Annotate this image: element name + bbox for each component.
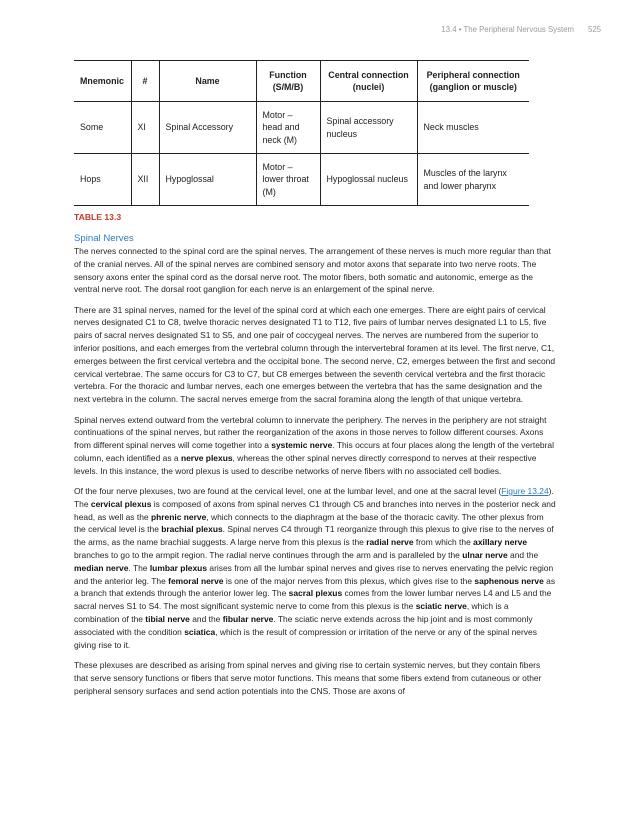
term-nerve-plexus: nerve plexus	[180, 452, 233, 463]
text-run: Of the four nerve plexuses, two are found at the cervical level, one at the lumbar level, and one at the sacral level (	[74, 486, 502, 497]
cell-peripheral-connection: Neck muscles	[417, 102, 529, 154]
cell-function: Motor – head and neck (M)	[256, 102, 320, 154]
text-run: , which connects to the diaphragm at the base of the thoracic cavity. The other plexus from the cervical level is the	[74, 511, 544, 535]
text-run: . Spinal nerves C4 through T1 reorganize through this plexus to give rise to the nerves of the arms, as the name brachial suggests. A large nerve from this plexus is the	[74, 524, 554, 548]
term-tibial-nerve: tibial nerve	[145, 614, 190, 625]
term-phrenic-nerve: phrenic nerve	[150, 511, 207, 522]
paragraph-2: There are 31 spinal nerves, named for the level of the spinal cord at which each one emerges. There are eight pairs of cervical nerves designated C1 to C8, twelve thoracic nerves designated T1 to T12, five pairs of lumbar nerves designated L1 to L5, five pairs of sacral nerves designated S1 to S5, and one pair of coccygeal nerves. The nerves are numbered from the superior to inferior positions, and each emerges from the vertebral column through the intervertebral foramen at its level. The first nerve, C1, emerges between the first cervical vertebra and the occipital bone. The second nerve, C2, emerges between the first and second cervical vertebrae. The same occurs for C3 to C7, but C8 emerges between the seventh cervical vertebra and the first thoracic vertebra. For the thoracic and lumbar nerves, each one emerges between the vertebra that has the same designation and the next vertebra in the column. The sacral nerves emerge from the sacral foramina along the length of that unique vertebra.	[74, 304, 556, 405]
text-run: . The sciatic nerve extends across the hip joint and is most commonly associated with the condition	[74, 614, 533, 637]
text-run: from which the	[413, 537, 474, 548]
paragraph-3	[74, 414, 556, 478]
text-run: arises from all the lumbar spinal nerves and gives rise to nerves enervating the pelvic region and the anterior leg. The	[74, 562, 554, 586]
text-run: Spinal nerves extend outward from the vertebral column to innervate the periphery. The nerves in the periphery are not straight continuations of the spinal nerves, but rather the reorganization of the axons in those nerves to follow different courses. Axons from different spinal nerves will come together into a	[74, 414, 547, 451]
header-mnemonic: Mnemonic	[74, 61, 131, 102]
term-femoral-nerve: femoral nerve	[168, 575, 224, 586]
text-run: . The	[128, 562, 150, 573]
term-sacral-plexus: sacral plexus	[288, 588, 343, 599]
cell-name: Hypoglossal	[159, 154, 256, 206]
term-sciatic-nerve: sciatic nerve	[415, 601, 467, 612]
text-run: is composed of axons from spinal nerves C1 through C5 and branches into nerves in the posterior neck and head, as well as the	[74, 498, 556, 522]
section-title: Spinal Nerves	[74, 233, 134, 244]
paragraph-4	[74, 485, 556, 651]
text-run: , which is the result of compression or irritation of the nerve or any of the spinal nerves giving rise to it.	[74, 626, 537, 650]
paragraph-1: The nerves connected to the spinal cord are the spinal nerves. The arrangement of these nerves is much more regular than that of the cranial nerves. All of the spinal nerves are combined sensory and motor axons that separate into two nerve roots. The sensory axons enter the spinal cord as the dorsal nerve root. The motor fibers, both somatic and autonomic, emerge as the ventral nerve root. The dorsal root ganglion for each nerve is an enlargement of the spinal nerve.	[74, 246, 551, 295]
text-run: and the	[507, 550, 539, 561]
term-cervical-plexus: cervical plexus	[90, 498, 152, 509]
text-run: . This occurs at four places along the length of the vertebral column, each identified as a	[74, 440, 554, 463]
cell-name: Spinal Accessory	[159, 102, 256, 154]
cell-central-connection: Hypoglossal nucleus	[320, 154, 417, 206]
table-header-row	[74, 61, 529, 102]
term-saphenous-nerve: saphenous nerve	[474, 575, 544, 586]
text-run: branches to go to the armpit region. The radial nerve continues through the arm and is paralleled by the	[74, 550, 463, 561]
running-title: 13.4 • The Peripheral Nervous System	[441, 25, 574, 34]
paragraph-5: These plexuses are described as arising from spinal nerves and giving rise to certain systemic nerves, but they contain fibers that serve sensory functions or fibers that serve motor functions. This means that some fibers extend from cutaneous or other peripheral sensory surfaces and send action potentials into the CNS. Those are axons of	[74, 659, 542, 696]
cell-central-connection: Spinal accessory nucleus	[320, 102, 417, 154]
term-systemic-nerve: systemic nerve	[271, 440, 333, 451]
cell-number: XII	[131, 154, 159, 206]
running-header	[441, 25, 601, 34]
term-median-nerve: median nerve	[74, 562, 129, 573]
table-caption: TABLE 13.3	[74, 212, 122, 222]
text-run: ). The	[74, 486, 554, 509]
cell-function: Motor – lower throat (M)	[256, 154, 320, 206]
text-run: is one of the major nerves from this plexus, which gives rise to the	[223, 575, 475, 586]
text-run: , whereas the other spinal nerves directly correspond to nerves at their respective levels. In this instance, the word plexus is used to describe networks of nerve fibers with no associated cell bodies.	[74, 452, 537, 476]
term-sciatica: sciatica	[184, 626, 216, 637]
page-number: 525	[587, 25, 601, 34]
term-radial-nerve: radial nerve	[366, 537, 414, 548]
header-peripheral-connection: Peripheral connection (ganglion or muscle)	[417, 61, 529, 102]
term-ulnar-nerve: ulnar nerve	[462, 550, 508, 561]
header-function: Function (S/M/B)	[256, 61, 320, 102]
header-central-connection: Central connection (nuclei)	[320, 61, 417, 102]
header-number: #	[131, 61, 159, 102]
table-row	[74, 154, 529, 206]
header-name: Name	[159, 61, 256, 102]
term-lumbar-plexus: lumbar plexus	[149, 562, 208, 573]
cranial-nerves-table	[74, 60, 529, 206]
text-run: as a branch that extends through the anterior lower leg. The	[74, 575, 556, 599]
table-row	[74, 102, 529, 154]
text-run: comes from the lower lumbar nerves L4 and L5 and the sacral nerves S1 to S4. The most significant systemic nerve to come from this plexus is the	[74, 588, 552, 612]
term-axillary-nerve: axillary nerve	[473, 537, 528, 548]
term-brachial-plexus: brachial plexus	[161, 524, 223, 535]
cell-mnemonic: Some	[74, 102, 131, 154]
text-run: and the	[189, 614, 223, 625]
term-fibular-nerve: fibular nerve	[222, 614, 274, 625]
cell-peripheral-connection: Muscles of the larynx and lower pharynx	[417, 154, 529, 206]
cell-number: XI	[131, 102, 159, 154]
text-run: , which is a combination of the	[74, 601, 509, 625]
figure-link[interactable]: Figure 13.24	[501, 486, 549, 497]
body-text	[74, 245, 556, 705]
cell-mnemonic: Hops	[74, 154, 131, 206]
